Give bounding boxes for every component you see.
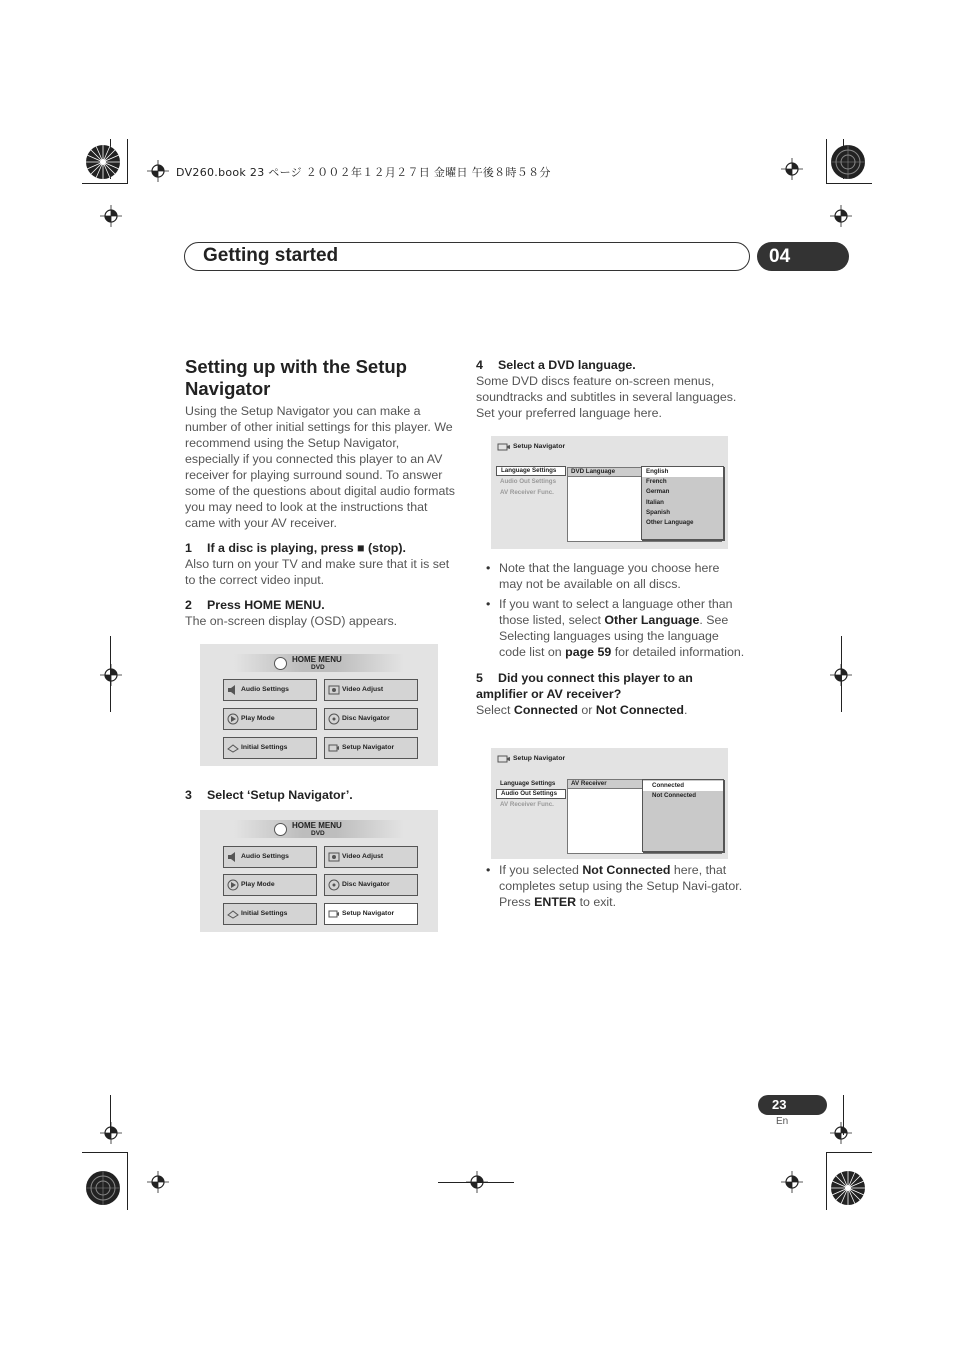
trim-line bbox=[826, 1152, 872, 1153]
page-language: En bbox=[776, 1116, 789, 1127]
trim-line bbox=[82, 1152, 128, 1153]
av-receiver-func-item[interactable]: AV Receiver Func. bbox=[500, 801, 554, 808]
setup-navigator-screen-av-receiver bbox=[491, 748, 728, 859]
registration-mark-icon bbox=[147, 160, 169, 182]
home-menu-subtitle: DVD bbox=[311, 830, 325, 837]
step-4-body: Some DVD discs feature on-screen menus, soundtracks and subtitles in several languages. Set your preferred language here. bbox=[476, 374, 737, 420]
step-2-title: 2 Press HOME MENU. bbox=[185, 598, 325, 612]
audio-out-settings-item[interactable]: Audio Out Settings bbox=[500, 478, 557, 485]
language-settings-item[interactable]: Language Settings bbox=[496, 466, 566, 476]
option-connected[interactable]: Connected bbox=[643, 781, 723, 791]
trim-line bbox=[127, 1152, 128, 1210]
play-mode-button[interactable]: Play Mode bbox=[223, 874, 317, 896]
step-1-body: Also turn on your TV and make sure that it is set to the correct video input. bbox=[185, 557, 450, 587]
bullet-not-connected: • If you selected Not Connected here, that completes setup using the Setup Navi-gator. Press ENTER to exit. bbox=[476, 862, 746, 910]
disc-navigator-button[interactable]: Disc Navigator bbox=[324, 874, 418, 896]
bullet-language-note: • Note that the language you choose here may not be available on all discs. bbox=[476, 560, 746, 592]
initial-settings-icon bbox=[227, 742, 239, 754]
video-adjust-button[interactable]: Video Adjust bbox=[324, 679, 418, 701]
initial-settings-icon bbox=[227, 908, 239, 920]
initial-settings-button[interactable]: Initial Settings bbox=[223, 903, 317, 925]
option-german[interactable]: German bbox=[646, 488, 670, 496]
home-menu-title-bar bbox=[234, 654, 404, 672]
option-english[interactable]: English bbox=[642, 467, 723, 477]
language-options-list bbox=[641, 466, 724, 540]
right-column-bottom bbox=[476, 862, 746, 914]
play-mode-icon bbox=[227, 879, 239, 891]
setup-navigator-icon bbox=[497, 441, 511, 453]
step-3-title: 3 Select ‘Setup Navigator’. bbox=[185, 788, 353, 802]
trim-line bbox=[127, 139, 128, 184]
chapter-title-bar bbox=[184, 242, 750, 271]
right-column-top bbox=[476, 357, 746, 421]
intro-paragraph: Using the Setup Navigator you can make a number of other initial settings for this player. We recommend using the Setup Navigator, especially if you connected this player to an AV receiver for playing surround sound. To answer some of the questions about digital audio formats you may need to look at the instructions that came with your AV receiver. bbox=[185, 404, 456, 530]
disc-navigator-icon bbox=[328, 879, 340, 891]
video-icon bbox=[328, 851, 340, 863]
option-spanish[interactable]: Spanish bbox=[646, 508, 671, 516]
home-menu-title: HOME MENU bbox=[292, 655, 342, 664]
chapter-number: 04 bbox=[757, 242, 849, 271]
color-bar-target-icon bbox=[830, 144, 866, 180]
color-bar-sunburst-icon bbox=[830, 1170, 866, 1206]
av-receiver-header: AV Receiver bbox=[568, 780, 721, 789]
play-mode-button[interactable]: Play Mode bbox=[223, 708, 317, 730]
setup-navigator-screen-language bbox=[491, 436, 728, 549]
audio-settings-button[interactable]: Audio Settings bbox=[223, 846, 317, 868]
print-header: DV260.book 23 ページ ２００２年１２月２７日 金曜日 午後８時５８分 bbox=[176, 166, 551, 179]
setup-navigator-title: Setup Navigator bbox=[497, 442, 565, 452]
disc-icon bbox=[274, 823, 287, 836]
registration-mark-icon bbox=[100, 664, 122, 686]
step-5-title: 5 Did you connect this player to an amplifier or AV receiver? bbox=[476, 671, 693, 701]
registration-mark-icon bbox=[100, 1122, 122, 1144]
setup-navigator-icon bbox=[497, 753, 511, 765]
color-bar-target-icon bbox=[85, 1170, 121, 1206]
registration-mark-icon bbox=[830, 664, 852, 686]
setup-navigator-button-selected[interactable]: Setup Navigator bbox=[324, 903, 418, 925]
option-french[interactable]: French bbox=[646, 478, 667, 486]
disc-navigator-button[interactable]: Disc Navigator bbox=[324, 708, 418, 730]
trim-line bbox=[826, 1152, 827, 1210]
home-menu-screen-selected bbox=[200, 810, 438, 932]
initial-settings-button[interactable]: Initial Settings bbox=[223, 737, 317, 759]
home-menu-screen bbox=[200, 644, 438, 766]
trim-line bbox=[82, 183, 128, 184]
connection-options-list bbox=[642, 779, 724, 852]
home-menu-title: HOME MENU bbox=[292, 821, 342, 830]
section-heading: Setting up with the Setup Navigator bbox=[185, 356, 407, 399]
disc-icon bbox=[274, 657, 287, 670]
registration-mark-icon bbox=[147, 1171, 169, 1193]
registration-mark-icon bbox=[830, 205, 852, 227]
step-5-body: Select Connected or Not Connected. bbox=[476, 703, 688, 717]
step-1-title: 1 If a disc is playing, press ■ (stop). bbox=[185, 541, 406, 555]
right-column-middle bbox=[476, 560, 746, 718]
audio-out-settings-item[interactable]: Audio Out Settings bbox=[496, 789, 566, 799]
option-not-connected[interactable]: Not Connected bbox=[652, 792, 696, 800]
setup-navigator-icon bbox=[328, 742, 340, 754]
left-column bbox=[185, 356, 455, 629]
step-4-title: 4 Select a DVD language. bbox=[476, 358, 636, 372]
registration-mark-icon bbox=[781, 1171, 803, 1193]
trim-line bbox=[826, 183, 872, 184]
audio-settings-button[interactable]: Audio Settings bbox=[223, 679, 317, 701]
disc-navigator-icon bbox=[328, 713, 340, 725]
step-2-body: The on-screen display (OSD) appears. bbox=[185, 614, 398, 628]
option-other-language[interactable]: Other Language bbox=[646, 518, 694, 526]
speaker-icon bbox=[227, 851, 239, 863]
video-icon bbox=[328, 684, 340, 696]
video-adjust-button[interactable]: Video Adjust bbox=[324, 846, 418, 868]
language-settings-item[interactable]: Language Settings bbox=[500, 780, 556, 787]
registration-mark-icon bbox=[466, 1171, 488, 1193]
trim-line bbox=[826, 139, 827, 184]
registration-mark-icon bbox=[781, 158, 803, 180]
chapter-title: Getting started bbox=[203, 245, 339, 266]
registration-mark-icon bbox=[830, 1122, 852, 1144]
speaker-icon bbox=[227, 684, 239, 696]
color-bar-sunburst-icon bbox=[85, 144, 121, 180]
step-3 bbox=[185, 778, 455, 803]
play-mode-icon bbox=[227, 713, 239, 725]
setup-navigator-button[interactable]: Setup Navigator bbox=[324, 737, 418, 759]
bullet-other-language: • If you want to select a language other than those listed, select Other Language. See Selecting languages using the language code list on page 59 for detailed information. bbox=[476, 596, 746, 660]
registration-mark-icon bbox=[100, 205, 122, 227]
setup-navigator-title: Setup Navigator bbox=[497, 754, 565, 764]
dvd-language-header: DVD Language bbox=[568, 468, 721, 477]
setup-navigator-icon bbox=[328, 908, 340, 920]
option-italian[interactable]: Italian bbox=[646, 498, 664, 506]
home-menu-title-bar bbox=[234, 820, 404, 838]
home-menu-subtitle: DVD bbox=[311, 664, 325, 671]
page-number: 23 bbox=[758, 1095, 827, 1115]
av-receiver-func-item[interactable]: AV Receiver Func. bbox=[500, 489, 554, 496]
